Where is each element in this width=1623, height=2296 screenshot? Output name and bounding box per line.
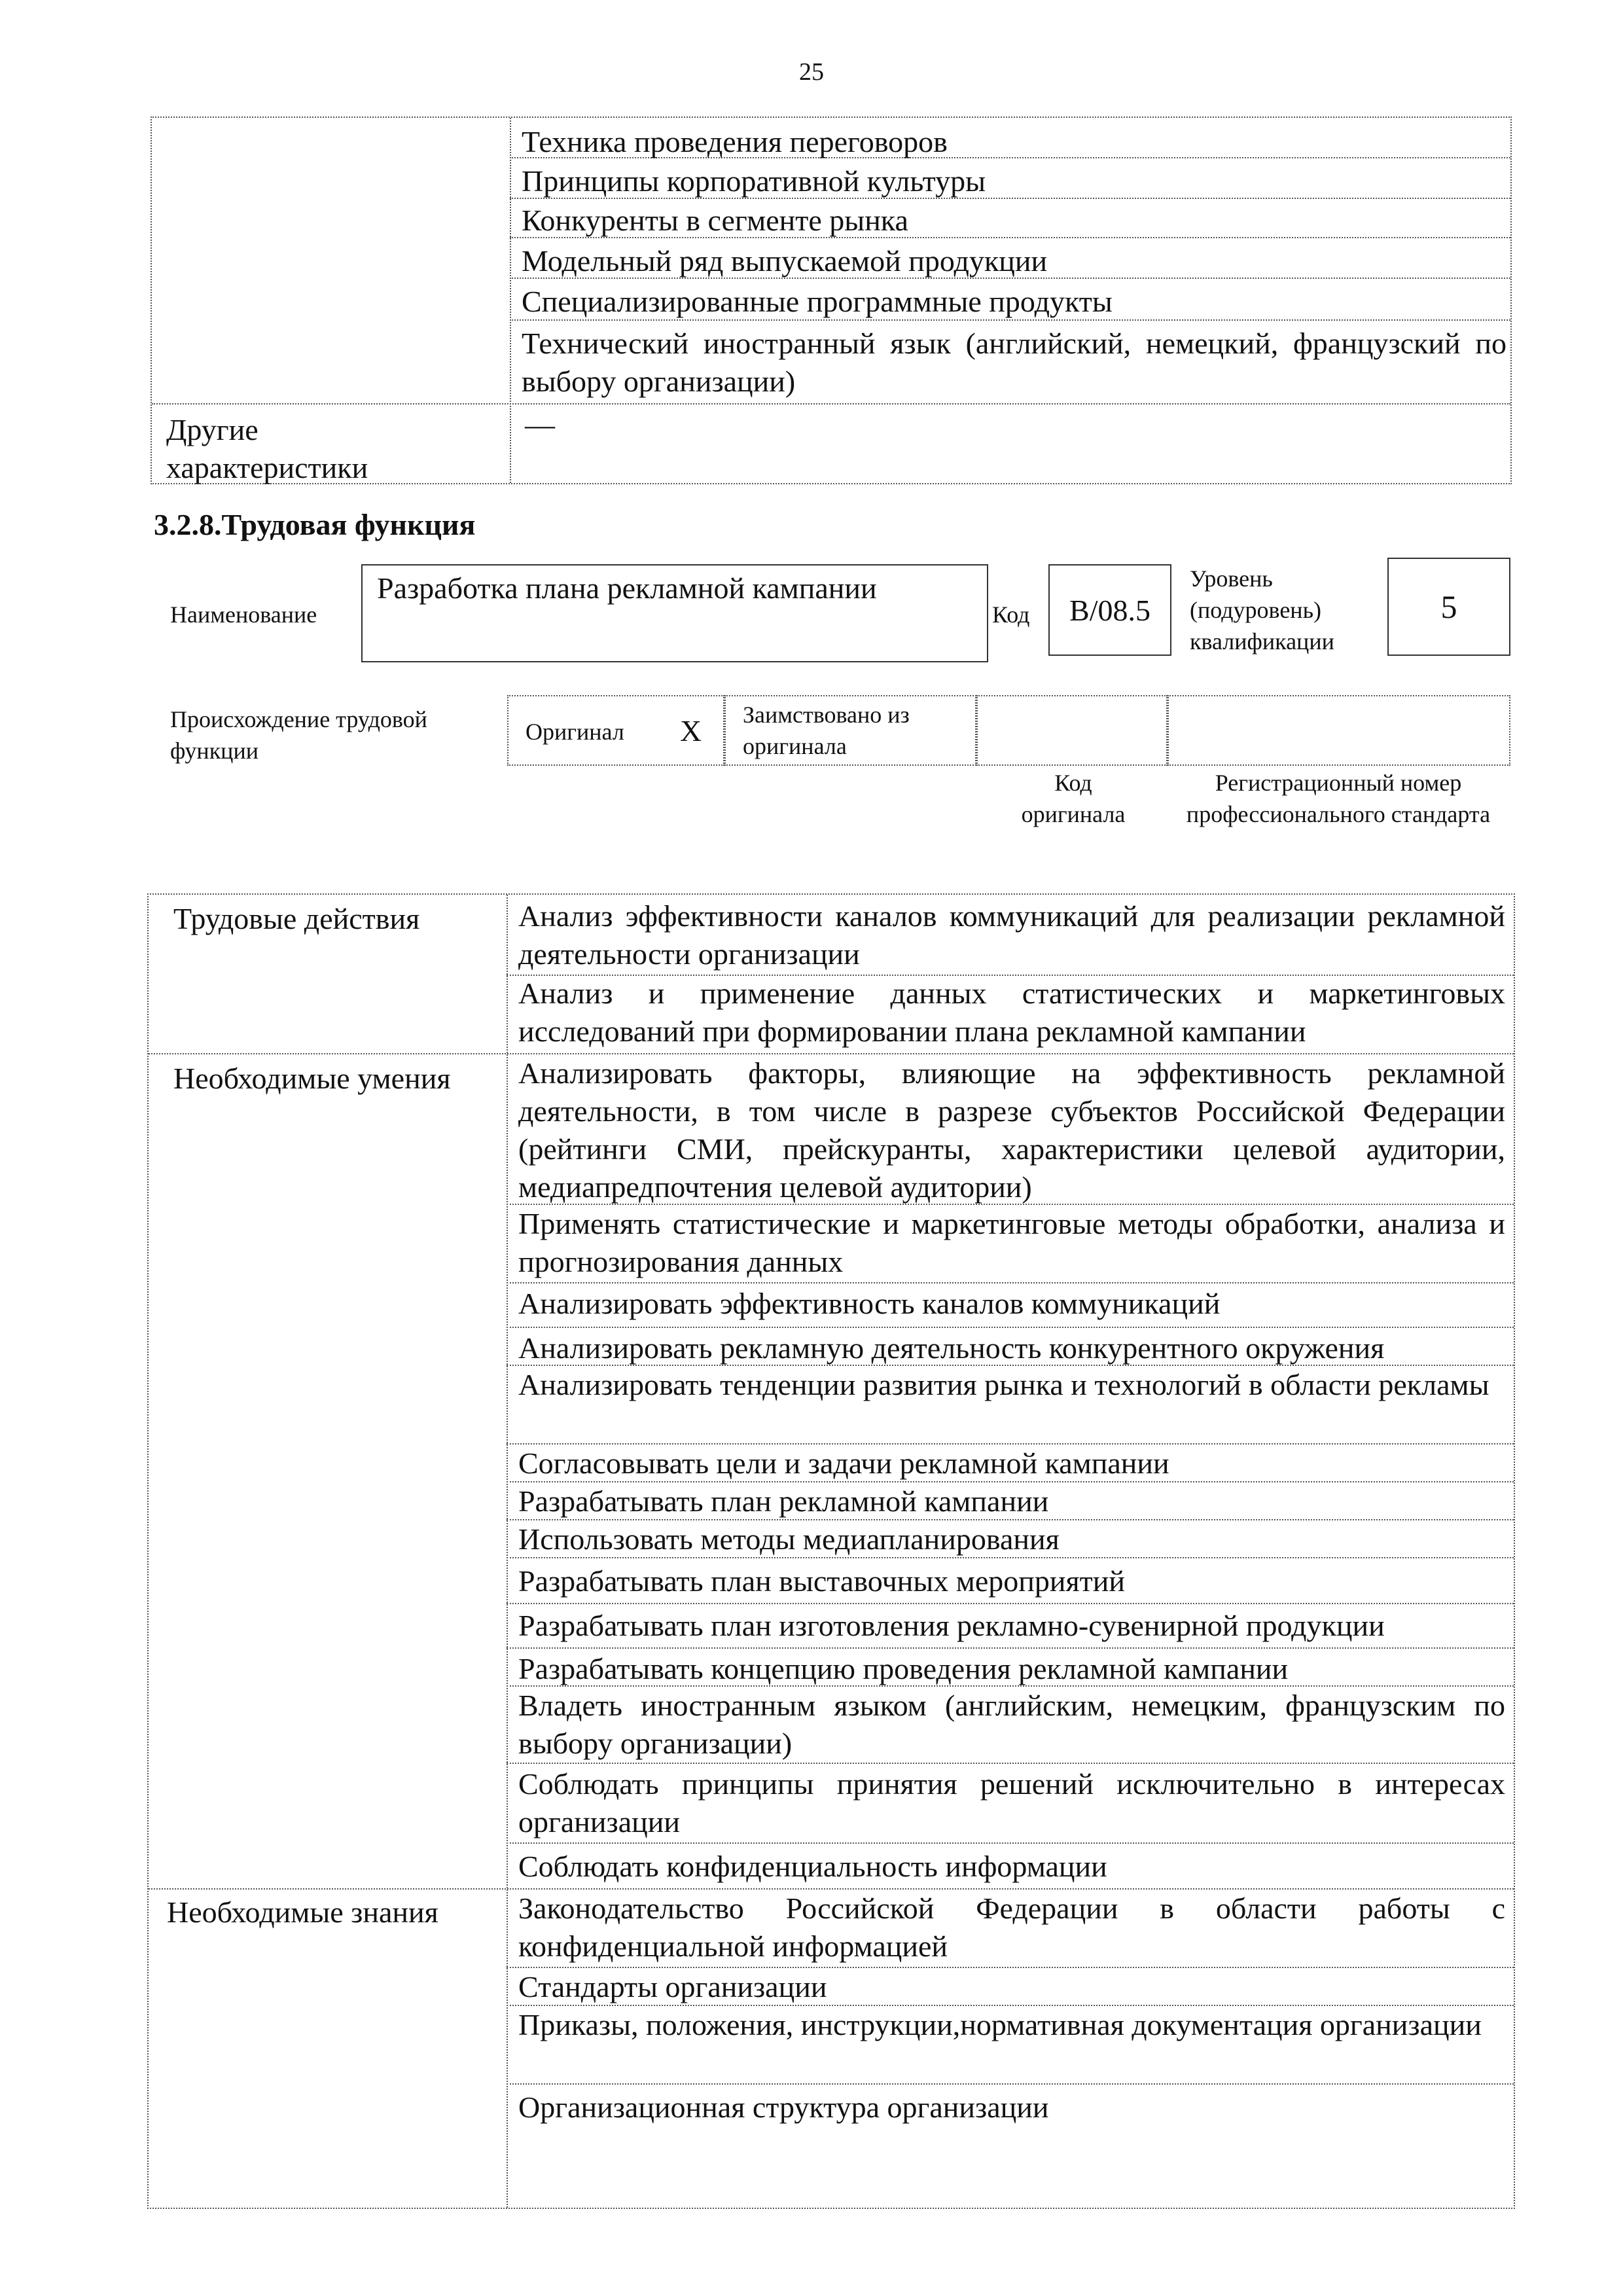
section-title: 3.2.8.Трудовая функция (154, 508, 476, 541)
code-label: Код (992, 601, 1030, 628)
knowledge-item: Стандарты организации (518, 1970, 827, 2003)
knowledge-item: Организационная структура организации (518, 2090, 1049, 2124)
top-table (151, 117, 1512, 484)
action-item: Анализ эффективности каналов коммуникаций для реализации рекламной деятельности организации (518, 899, 1505, 971)
knowledge-label: Необходимые знания (167, 1895, 438, 1929)
main-table (147, 893, 1515, 2209)
name-label: Наименование (170, 601, 317, 628)
skill-item: Использовать методы медиапланирования (518, 1522, 1060, 1556)
knowledge-item: Модельный ряд выпускаемой продукции (522, 244, 1048, 278)
skill-item: Анализировать эффективность каналов коммуникаций (518, 1287, 1221, 1320)
function-name: Разработка плана рекламной кампании (377, 571, 877, 605)
origin-reg-box (1168, 695, 1510, 766)
action-item: Анализ и применение данных статистических и маркетинговых исследований при формировании плана рекламной кампании (518, 977, 1505, 1048)
level-box (1387, 558, 1510, 656)
level-label: Уровень (подуровень) квалификации (1190, 565, 1334, 655)
reg-caption: Регистрационный номер профессионального стандарта (1186, 770, 1491, 827)
knowledge-item: Конкуренты в сегменте рынка (522, 204, 908, 237)
origin-label: Происхождение трудовой функции (170, 706, 427, 764)
knowledge-item: Принципы корпоративной культуры (522, 164, 986, 198)
skill-item: Разрабатывать план выставочных мероприятий (518, 1564, 1126, 1598)
skill-item: Анализировать тенденции развития рынка и технологий в области рекламы (518, 1368, 1489, 1401)
skill-item: Анализировать факторы, влияющие на эффективность рекламной деятельности, в том числе в разрезе субъектов Российской Федерации (рейтинги СМИ, прейскуранты, характеристики целевой аудитории, медиапредпочтения целевой аудитории) (518, 1056, 1505, 1204)
origin-original-box (507, 695, 724, 766)
code-caption: Код оригинала (1021, 770, 1126, 827)
knowledge-item: Специализированные программные продукты (522, 285, 1113, 318)
original-mark: X (680, 714, 702, 747)
skill-item: Владеть иностранным языком (английским, немецким, французским по выбору организации) (518, 1689, 1505, 1760)
skill-item: Согласовывать цели и задачи рекламной кампании (518, 1446, 1169, 1480)
borrowed-label: Заимствовано из оригинала (743, 702, 910, 759)
code-box (1048, 564, 1171, 656)
other-characteristics-value: — (525, 408, 555, 441)
origin-borrowed-box (724, 695, 976, 766)
skill-item: Разрабатывать план рекламной кампании (518, 1484, 1049, 1518)
code-value: В/08.5 (1069, 594, 1150, 627)
knowledge-item: Техника проведения переговоров (522, 125, 948, 158)
knowledge-item: Технический иностранный язык (английский, немецкий, французский по выбору организации) (522, 327, 1507, 398)
skill-item: Анализировать рекламную деятельность конкурентного окружения (518, 1331, 1385, 1365)
name-box (361, 564, 988, 662)
level-value: 5 (1440, 588, 1457, 625)
other-characteristics-label: Другие характеристики (166, 413, 368, 484)
skill-item: Разрабатывать план изготовления рекламно-сувенирной продукции (518, 1609, 1385, 1642)
origin-code-box (976, 695, 1168, 766)
page-number: 25 (799, 58, 824, 86)
skill-item: Соблюдать конфиденциальность информации (518, 1850, 1107, 1883)
skill-item: Применять статистические и маркетинговые методы обработки, анализа и прогнозирования данных (518, 1207, 1505, 1278)
skill-item: Разрабатывать концепцию проведения рекламной кампании (518, 1652, 1289, 1685)
knowledge-item: Законодательство Российской Федерации в области работы с конфиденциальной информацией (518, 1892, 1505, 1963)
actions-label: Трудовые действия (173, 902, 420, 935)
skill-item: Соблюдать принципы принятия решений исключительно в интересах организации (518, 1767, 1505, 1839)
skills-label: Необходимые умения (173, 1062, 451, 1095)
original-label: Оригинал (526, 719, 624, 745)
knowledge-item: Приказы, положения, инструкции,нормативная документация организации (518, 2008, 1482, 2041)
